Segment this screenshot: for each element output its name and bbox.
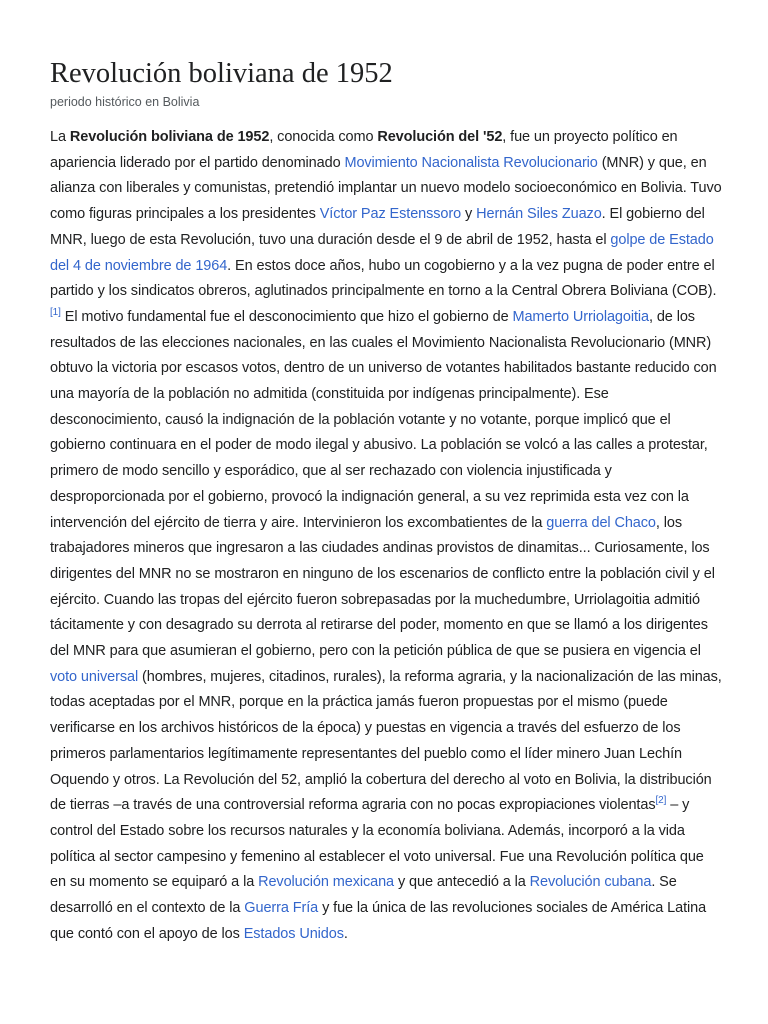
bold-term-revolucion-52: Revolución del '52 bbox=[377, 129, 503, 145]
reference-link-2[interactable]: [2] bbox=[655, 795, 667, 807]
paragraph-text: La bbox=[50, 129, 70, 145]
paragraph-text: . El gobierno del MNR, luego de esta Revolución, tuvo una duración desde el 9 de abril de 1952, hasta el bbox=[50, 206, 705, 248]
paragraph-text: . bbox=[343, 925, 348, 942]
paragraph-text: , fue un proyecto político en apariencia liderado por el partido denominado bbox=[50, 129, 678, 171]
article bbox=[50, 56, 722, 962]
reference-link-1[interactable]: [1] bbox=[50, 307, 61, 319]
paragraph-text: , de los resultados de las elecciones nacionales, en las cuales el Movimiento Nacionalista Revolucionario (MNR) obtuvo la victoria por escasos votos, dentro de un universo de votantes habilitados bastante reducido con una mayoría de la población no admitida (constituida por indígenas principalmente). Ese desconocimiento, causó la indignación de la población votante y no votante, porque implicó que el gobierno continuara en el poder de modo ilegal y abusivo. La población se volcó a las calles a protestar, primero de modo sencillo y esporádico, que al ser rechazado con violencia injustificada y desproporcionada por el gobierno, provocó la indignación general, a su vez reprimida esta vez con la intervención del ejército de tierra y aire. Intervinieron los excombatientes de la bbox=[50, 308, 717, 531]
page-subtitle: periodo histórico en Bolivia bbox=[50, 95, 200, 109]
paragraph-text: . En estos doce años, hubo un cogobierno y a la vez pugna de poder entre el partido y los sindicatos obreros, aglutinados principalmente en torno a la Central Obrera Boliviana (COB). bbox=[50, 257, 717, 300]
paragraph-text: y que antecedió a la bbox=[394, 874, 530, 891]
link-voto-universal[interactable]: voto universal bbox=[50, 668, 139, 685]
paragraph-text: . Se desarrolló en el contexto de la bbox=[50, 874, 677, 917]
link-mnr[interactable]: Movimiento Nacionalista Revolucionario bbox=[344, 154, 598, 171]
paragraph-text: El motivo fundamental fue el desconocimiento que hizo el gobierno de bbox=[60, 308, 513, 325]
paragraph-text: , los trabajadores mineros que ingresaron a las ciudades andinas provistos de dinamitas... Curiosamente, los dirigentes del MNR no se mostraron en ninguno de los escenarios de conflicto entre la población civil y el ejército. Cuando las tropas del ejército fueron sobrepasadas por la muchedumbre, Urriolagoitia admitió tácitamente y con desagrado su derrota al retirarse del poder, momento en que se llamó a los dirigentes del MNR para que asumieran el gobierno, pero con la petición pública de que se pusiera en vigencia el bbox=[50, 514, 715, 660]
link-estados-unidos[interactable]: Estados Unidos bbox=[243, 925, 344, 942]
paragraph-text: , conocida como bbox=[269, 129, 378, 145]
bold-term-revolucion-1952: Revolución boliviana de 1952 bbox=[69, 129, 270, 145]
link-guerra-fria[interactable]: Guerra Fría bbox=[244, 900, 319, 917]
link-golpe-de-estado-1964[interactable]: golpe de Estado del 4 de noviembre de 1964 bbox=[50, 231, 714, 274]
page-title: Revolución boliviana de 1952 bbox=[50, 58, 393, 89]
paragraph-text: y fue la única de las revoluciones sociales de América Latina que contó con el apoyo de los bbox=[50, 900, 707, 942]
paragraph-text: (MNR) y que, en alianza con liberales y comunistas, pretendió implantar un nuevo modelo socioeconómico en Bolivia. Tuvo como figuras principales a los presidentes bbox=[50, 154, 722, 223]
link-mamerto-urriolagoitia[interactable]: Mamerto Urriolagoitia bbox=[512, 308, 649, 325]
link-revolucion-cubana[interactable]: Revolución cubana bbox=[529, 874, 652, 891]
link-hernan-siles-zuazo[interactable]: Hernán Siles Zuazo bbox=[476, 206, 602, 223]
link-guerra-del-chaco[interactable]: guerra del Chaco bbox=[546, 514, 656, 531]
paragraph-text: y bbox=[461, 206, 477, 223]
paragraph-text: – y control del Estado sobre los recursos naturales y la economía boliviana. Además, incorporó a la vida política al sector campesino y femenino al establecer el voto universal. Fue una Revolución política que en su momento se equiparó a la bbox=[50, 797, 704, 891]
paragraph-text: (hombres, mujeres, citadinos, rurales), la reforma agraria, y la nacionalización de las minas, todas aceptadas por el MNR, porque en la práctica jamás fueron propuestas por el mismo (puede verificarse en los archivos históricos de la época) y puestas en vigencia a través del esfuerzo de los primeros parlamentarios legítimamente representantes del pueblo como el líder minero Juan Lechín Oquendo y otros. La Revolución del 52, amplió la cobertura del derecho al voto en Bolivia, la distribución de tierras –a través de una controversial reforma agraria con no pocas expropiaciones violentas bbox=[50, 668, 722, 814]
article-paragraph bbox=[50, 125, 722, 948]
link-revolucion-mexicana[interactable]: Revolución mexicana bbox=[258, 874, 395, 891]
link-victor-paz-estenssoro[interactable]: Víctor Paz Estenssoro bbox=[319, 206, 462, 223]
